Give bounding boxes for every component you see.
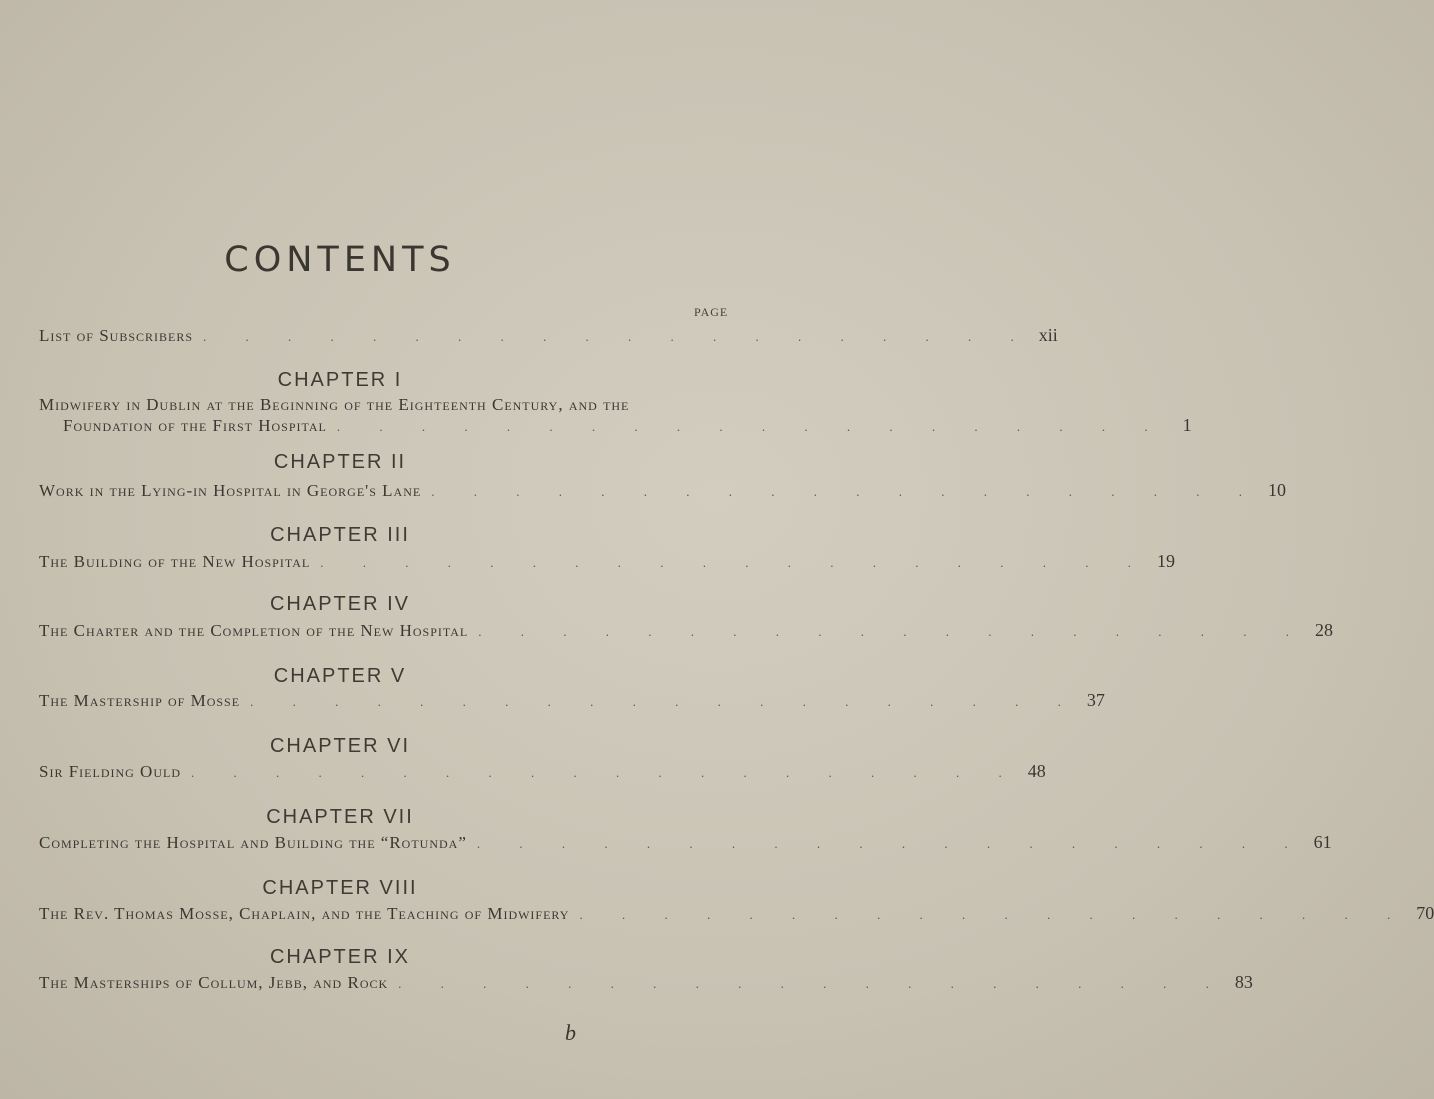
toc-entry-chapter-8[interactable] bbox=[39, 903, 1434, 924]
toc-entry-label: The Rev. Thomas Mosse, Chaplain, and the Teaching of Midwifery bbox=[39, 904, 570, 923]
toc-entry-chapter-2[interactable] bbox=[39, 480, 1286, 501]
toc-page-number: 28 bbox=[1315, 620, 1333, 640]
dot-leader: . . . . . . . . . . . . . . . . . . . . bbox=[478, 624, 1307, 639]
toc-page-number: 37 bbox=[1086, 690, 1105, 710]
toc-entry-label: The Masterships of Collum, Jebb, and Rock bbox=[39, 973, 389, 992]
toc-entry-label: The Mastership of Mosse bbox=[39, 691, 241, 710]
dot-leader: . . . . . . . . . . . . . . . . . . . . bbox=[476, 836, 1306, 851]
toc-page-number: 61 bbox=[1313, 832, 1332, 852]
toc-entry-label: Sir Fielding Ould bbox=[39, 762, 181, 781]
toc-entry-chapter-3[interactable] bbox=[39, 551, 1175, 572]
chapter-heading: CHAPTER II bbox=[273, 451, 407, 473]
toc-page-number: xii bbox=[1038, 325, 1058, 345]
chapter-heading: CHAPTER III bbox=[270, 524, 410, 546]
chapter-heading: CHAPTER V bbox=[273, 665, 407, 687]
dot-leader: . . . . . . . . . . . . . . . . . . . . bbox=[579, 907, 1409, 922]
toc-page-number: 10 bbox=[1267, 480, 1286, 500]
toc-entry-label: List of Subscribers bbox=[39, 326, 194, 345]
toc-entry-chapter-4[interactable] bbox=[39, 620, 1333, 641]
toc-page-number: 1 bbox=[1182, 415, 1192, 435]
dot-leader: . . . . . . . . . . . . . . . . . . . . bbox=[431, 484, 1260, 499]
chapter-heading: CHAPTER VIII bbox=[262, 877, 418, 899]
toc-entry-label: The Building of the New Hospital bbox=[39, 552, 311, 571]
chapter-heading: CHAPTER IX bbox=[269, 946, 411, 968]
toc-entry-label-line1: Midwifery in Dublin at the Beginning of the Eighteenth Century, and the bbox=[39, 395, 630, 414]
toc-page-number: 83 bbox=[1234, 972, 1253, 992]
toc-entry-label: Work in the Lying-in Hospital in George's Lane bbox=[39, 481, 422, 500]
dot-leader: . . . . . . . . . . . . . . . . . . . . bbox=[398, 976, 1227, 991]
chapter-heading: CHAPTER IV bbox=[269, 593, 411, 615]
toc-entry-label: The Charter and the Completion of the New Hospital bbox=[39, 621, 469, 640]
dot-leader: . . . . . . . . . . . . . . . . . . . . bbox=[203, 329, 1032, 344]
dot-leader: . . . . . . . . . . . . . . . . . . . . bbox=[336, 419, 1166, 434]
dot-leader: . . . . . . . . . . . . . . . . . . . . bbox=[250, 694, 1079, 709]
toc-entry-chapter-1[interactable] bbox=[39, 395, 1192, 436]
chapter-heading: CHAPTER I bbox=[277, 369, 403, 391]
toc-page-number: 19 bbox=[1156, 551, 1175, 571]
toc-entry-label-line2: Foundation of the First Hospital bbox=[63, 416, 327, 435]
toc-page-number: 70 bbox=[1416, 903, 1434, 923]
page-title: CONTENTS bbox=[224, 240, 456, 280]
toc-entry-label: Completing the Hospital and Building the “Rotunda” bbox=[39, 833, 467, 852]
signature-mark: b bbox=[565, 1020, 576, 1045]
chapter-heading: CHAPTER VI bbox=[269, 735, 411, 757]
page-column-heading: PAGE bbox=[694, 305, 729, 319]
dot-leader: . . . . . . . . . . . . . . . . . . . . bbox=[320, 555, 1149, 570]
toc-entry-chapter-9[interactable] bbox=[39, 972, 1253, 993]
toc-page-number: 48 bbox=[1027, 761, 1046, 781]
toc-entry-chapter-6[interactable] bbox=[39, 761, 1046, 782]
toc-entry-chapter-5[interactable] bbox=[39, 690, 1105, 711]
toc-entry-subscribers[interactable] bbox=[39, 325, 1058, 346]
toc-entry-chapter-7[interactable] bbox=[39, 832, 1332, 853]
chapter-heading: CHAPTER VII bbox=[266, 806, 414, 828]
dot-leader: . . . . . . . . . . . . . . . . . . . . bbox=[191, 765, 1020, 780]
